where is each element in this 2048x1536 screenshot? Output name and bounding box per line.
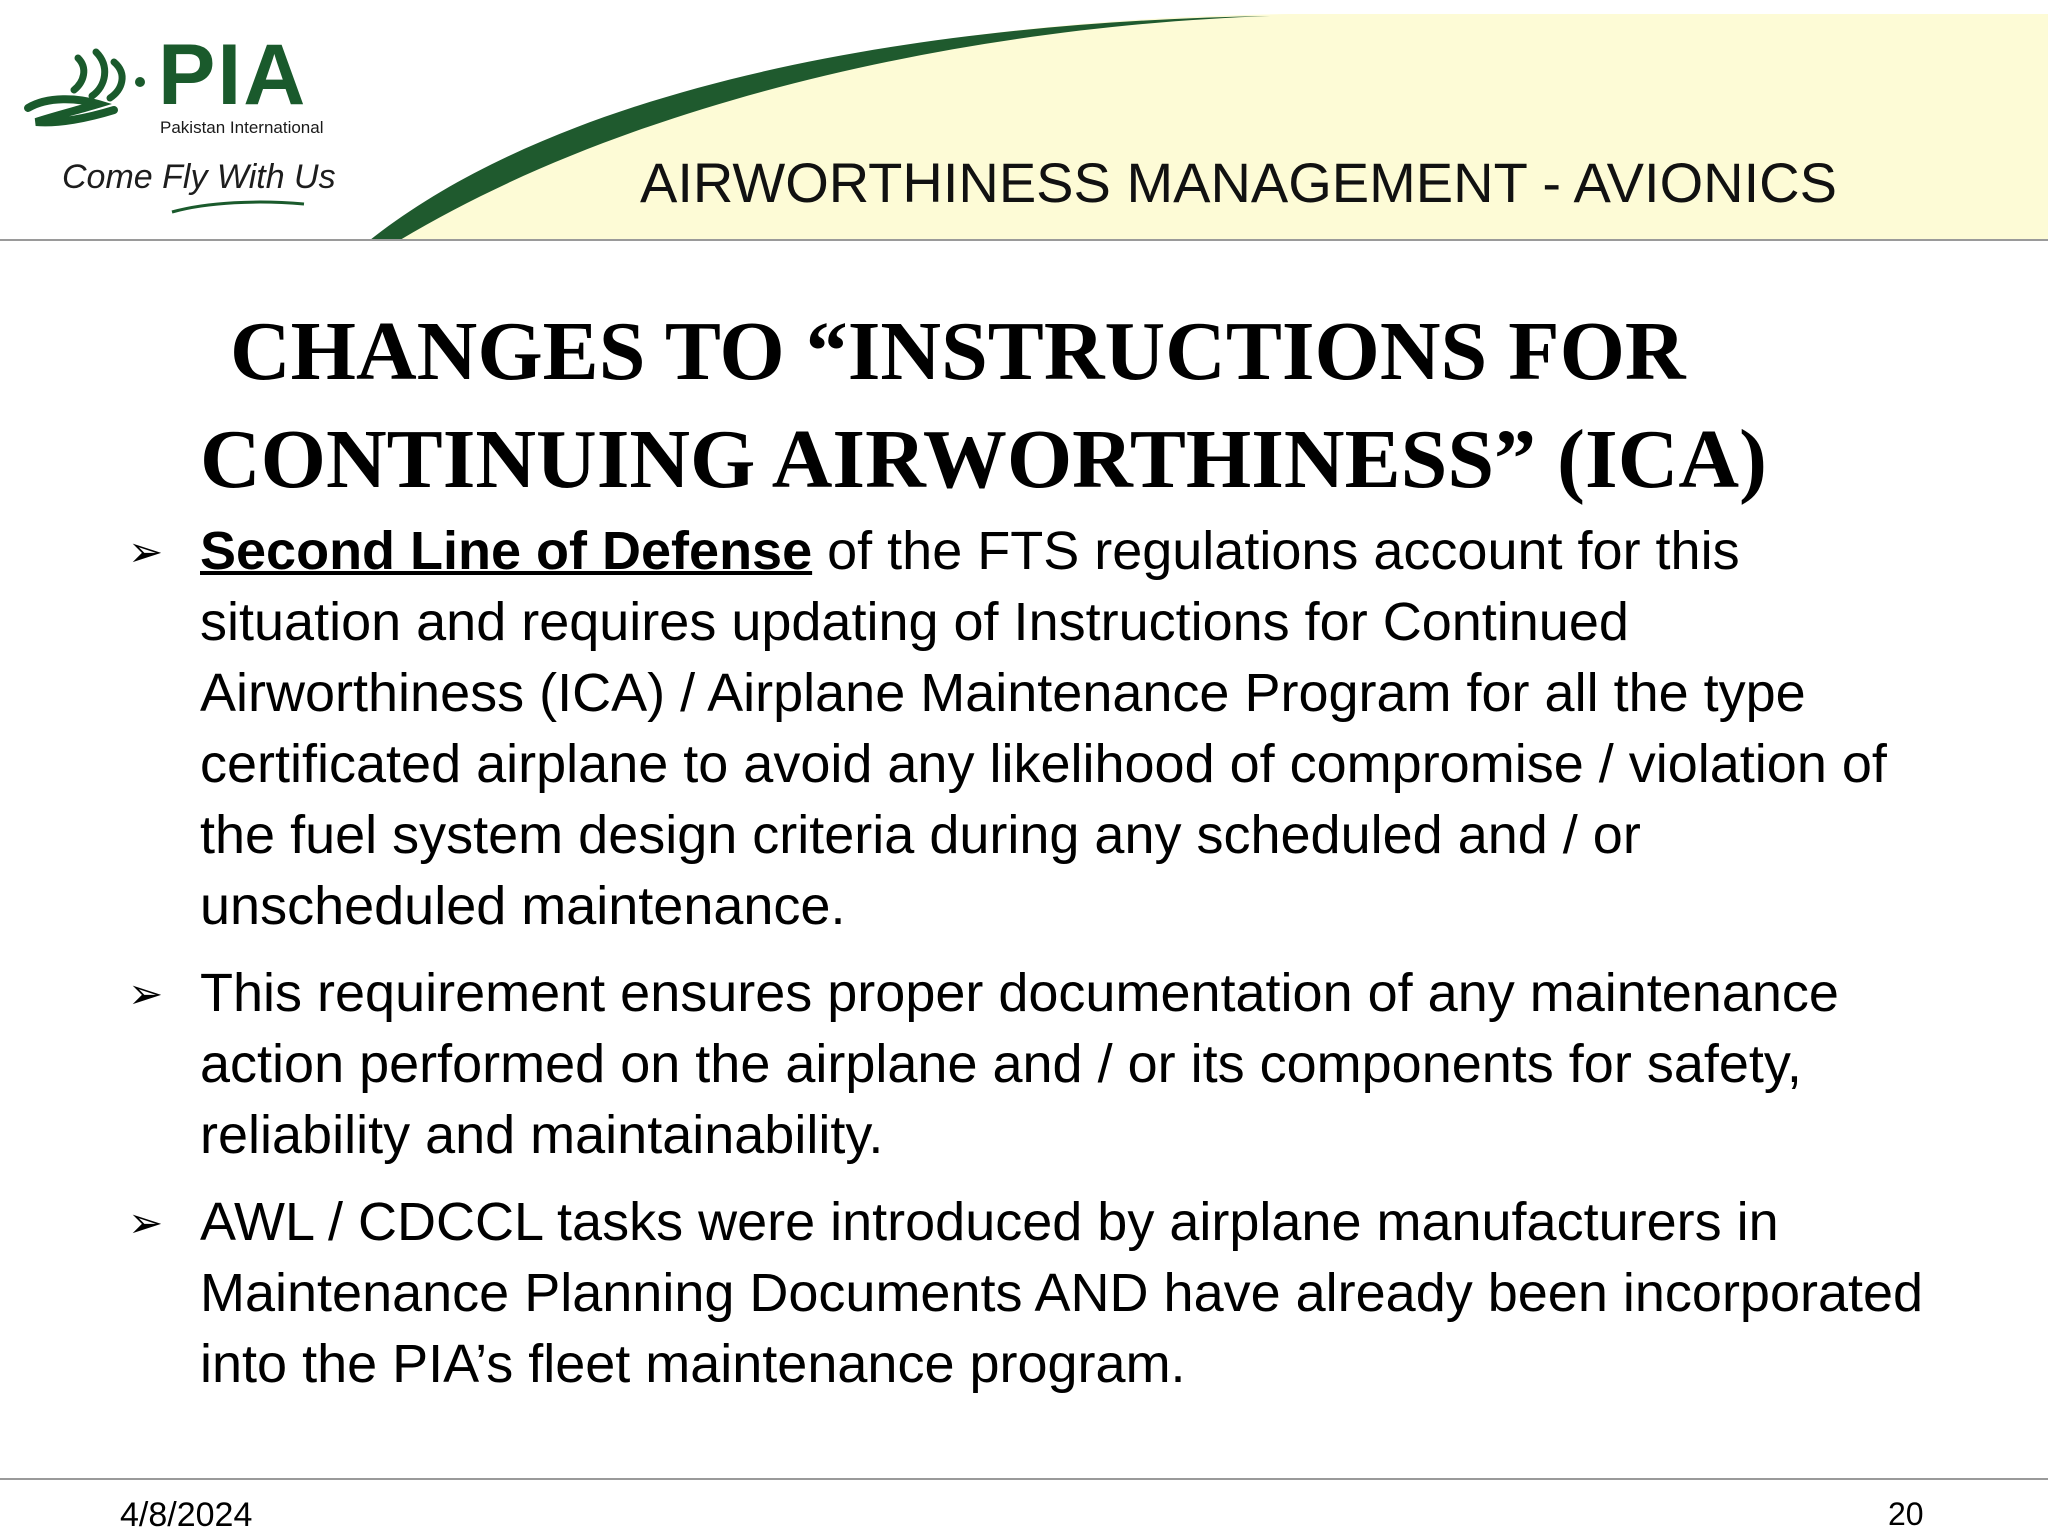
bullet-arrow-icon: ➢ — [128, 1198, 164, 1247]
bullet-text: This requirement ensures proper documentation of any maintenance action performed on the airplane and / or its components for safety, reliability and maintainability. — [200, 963, 1839, 1165]
bullet-list — [128, 516, 1928, 1416]
footer-date: 4/8/2024 — [120, 1496, 253, 1534]
bullet-item — [128, 958, 1928, 1171]
footer-divider — [0, 1478, 2048, 1480]
pia-logo — [18, 27, 358, 210]
slide-title-line-1: CHANGES TO “INSTRUCTIONS FOR — [230, 305, 1686, 398]
slide-title-line-2: CONTINUING AIRWORTHINESS” (ICA) — [200, 413, 1768, 506]
logo-brand: PIA — [158, 27, 308, 123]
bullet-text: of the FTS regulations account for this situation and requires updating of Instructions for Continued Airworthiness (ICA) / Airplane Maintenance Program for all the type certificated airplane to avoid any likelihood of compromise / violation of the fuel system design criteria during any scheduled and / or unscheduled maintenance. — [200, 521, 1887, 936]
header-title: AIRWORTHINESS MANAGEMENT - AVIONICS — [640, 151, 1837, 214]
bullet-arrow-icon: ➢ — [128, 527, 164, 576]
bullet-emphasis: Second Line of Defense — [200, 521, 813, 581]
logo-emblem-icon — [18, 38, 158, 148]
bullet-item — [128, 1187, 1928, 1400]
page-number: 20 — [1888, 1496, 1924, 1532]
logo-tagline: Come Fly With Us — [62, 158, 336, 196]
header-divider — [0, 239, 2048, 241]
tagline-underline — [168, 196, 308, 216]
logo-subtitle: Pakistan International — [160, 118, 324, 137]
bullet-text: AWL / CDCCL tasks were introduced by airplane manufacturers in Maintenance Planning Documents AND have already been incorporated into the PIA’s fleet maintenance program. — [200, 1192, 1924, 1394]
bullet-arrow-icon: ➢ — [128, 969, 164, 1018]
bullet-item — [128, 516, 1928, 942]
slide-title — [200, 298, 1940, 514]
